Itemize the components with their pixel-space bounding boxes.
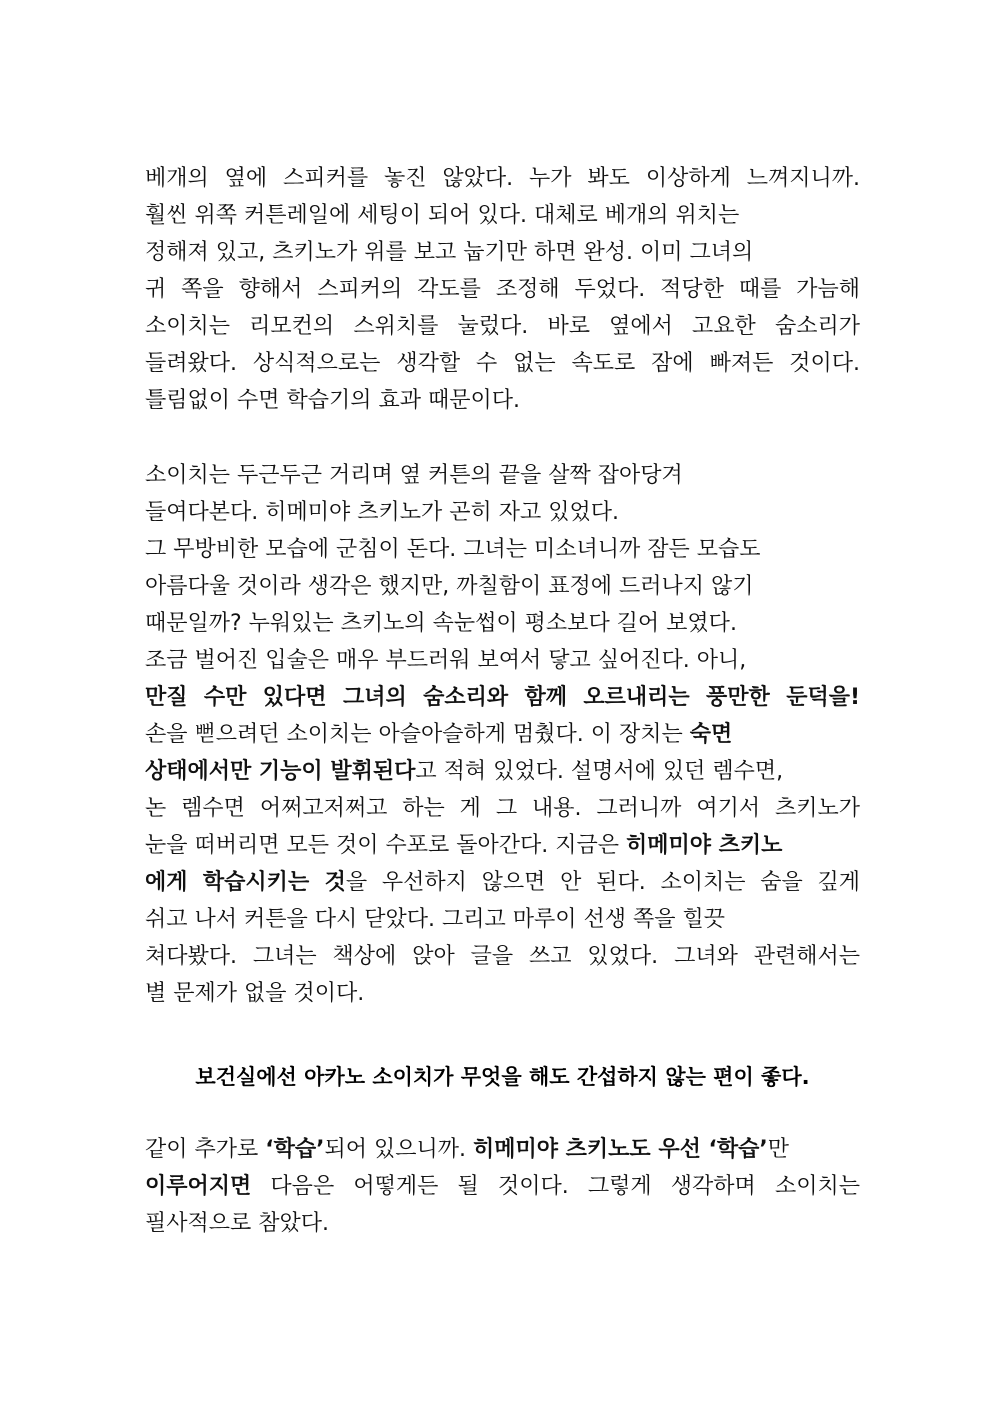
text-span: 같이 추가로	[145, 1137, 266, 1162]
text-line: 아름다울 것이라 생각은 했지만, 까칠함이 표정에 드러나지 않기	[145, 574, 754, 599]
text-line: 들여다본다. 히메미야 츠키노가 곤히 자고 있었다.	[145, 500, 619, 525]
text-line	[145, 1131, 860, 1168]
text-span: 만	[767, 1137, 789, 1162]
text-line: 소이치는 두근두근 거리며 옆 커튼의 끝을 살짝 잡아당겨	[145, 463, 683, 488]
text-line: 정해져 있고, 츠키노가 위를 보고 눕기만 하면 완성. 이미 그녀의	[145, 240, 754, 265]
text-line	[145, 716, 860, 753]
text-span: 눈을 떠버리면 모든 것이 수포로 돌아간다. 지금은	[145, 833, 626, 858]
text-line: 쉬고 나서 커튼을 다시 닫았다. 그리고 마루이 선생 쪽을 힐끗	[145, 907, 725, 932]
text-line: 훨씬 위쪽 커튼레일에 세팅이 되어 있다. 대체로 베개의 위치는	[145, 203, 740, 228]
bold-text-span: 숙면	[689, 722, 733, 747]
text-line: 쳐다봤다. 그녀는 책상에 앉아 글을 쓰고 있었다. 그녀와 관련해서는	[145, 944, 860, 969]
text-span: 다음은 어떻게든 될 것이다. 그렇게 생각하며 소이치는	[251, 1174, 860, 1199]
paragraph-1	[145, 160, 860, 419]
text-line: 틀림없이 수면 학습기의 효과 때문이다.	[145, 388, 520, 413]
centered-note: 보건실에선 아카노 소이치가 무엇을 해도 간섭하지 않는 편이 좋다.	[195, 1065, 810, 1089]
text-line: 논 렘수면 어쩌고저쩌고 하는 게 그 내용. 그러니까 여기서 츠키노가	[145, 796, 860, 821]
text-line: 별 문제가 없을 것이다.	[145, 981, 365, 1006]
text-line: 필사적으로 참았다.	[145, 1211, 330, 1236]
text-line: 때문일까? 누워있는 츠키노의 속눈썹이 평소보다 길어 보였다.	[145, 611, 737, 636]
bold-text-span: 히메미야 츠키노	[626, 833, 783, 858]
text-line	[145, 864, 860, 901]
text-line: 베개의 옆에 스피커를 놓진 않았다. 누가 봐도 이상하게 느껴지니까.	[145, 166, 860, 191]
text-span: 손을 뻗으려던 소이치는 아슬아슬하게 멈췄다. 이 장치는	[145, 722, 690, 747]
text-span: 되어 있으니까.	[324, 1137, 473, 1162]
bold-text-span: 에게 학습시키는 것	[145, 870, 346, 895]
text-line	[145, 827, 860, 864]
text-line: 그 무방비한 모습에 군침이 돈다. 그녀는 미소녀니까 잠든 모습도	[145, 537, 761, 562]
bold-text-span: 상태에서만 기능이 발휘된다	[145, 759, 416, 784]
bold-text-span: ‘학습’	[265, 1137, 325, 1162]
text-line: 들려왔다. 상식적으로는 생각할 수 없는 속도로 잠에 빠져든 것이다.	[145, 351, 860, 376]
text-span: 고 적혀 있었다. 설명서에 있던 렘수면,	[415, 759, 784, 784]
text-line	[145, 753, 860, 790]
paragraph-2	[145, 457, 860, 1012]
text-line	[145, 1168, 860, 1205]
bold-text-line: 만질 수만 있다면 그녀의 숨소리와 함께 오르내리는 풍만한 둔덕을!	[145, 685, 860, 710]
paragraph-3	[145, 1131, 860, 1242]
text-line: 귀 쪽을 향해서 스피커의 각도를 조정해 두었다. 적당한 때를 가늠해	[145, 277, 860, 302]
text-line: 소이치는 리모컨의 스위치를 눌렀다. 바로 옆에서 고요한 숨소리가	[145, 314, 860, 339]
text-line: 조금 벌어진 입술은 매우 부드러워 보여서 닿고 싶어진다. 아니,	[145, 648, 747, 673]
bold-text-span: 히메미야 츠키노도 우선 ‘학습’	[472, 1137, 768, 1162]
bold-text-span: 이루어지면	[145, 1174, 252, 1199]
text-span: 을 우선하지 않으면 안 된다. 소이치는 숨을 깊게	[345, 870, 860, 895]
